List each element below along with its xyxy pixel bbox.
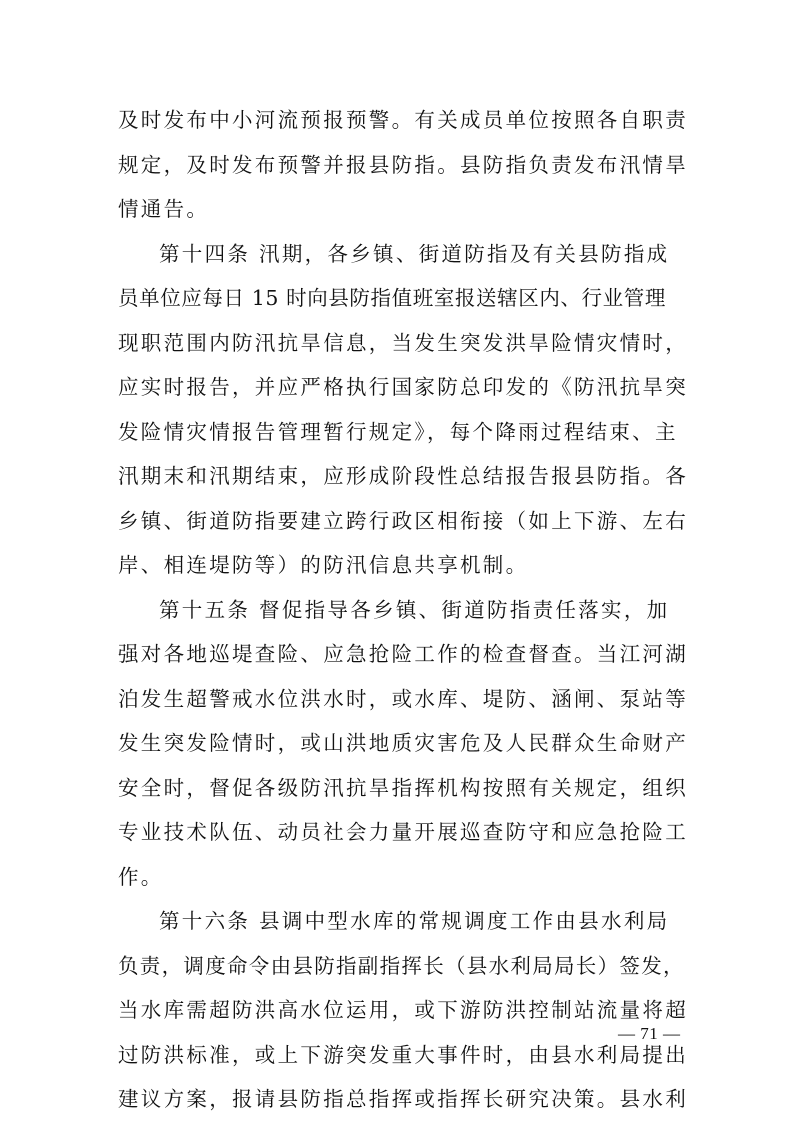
text-line: 应实时报告，并应严格执行国家防总印发的《防汛抗旱突 (118, 375, 688, 399)
text-line: 发险情灾情报告管理暂行规定》，每个降雨过程结束、主 (118, 419, 678, 444)
text-line: 规定，及时发布预警并报县防指。县防指负责发布汛情旱 (118, 152, 688, 177)
text-line: 岸、相连堤防等）的防汛信息共享机制。 (118, 553, 529, 577)
article-14-heading-line: 第十四条 汛期，各乡镇、街道防指及有关县防指成 (159, 241, 670, 266)
article-15-heading-line: 第十五条 督促指导各乡镇、街道防指责任落实，加 (159, 597, 670, 622)
text-line: 员单位应每日 15 时向县防指值班室报送辖区内、行业管理 (118, 286, 666, 310)
text-line: 及时发布中小河流预报预警。有关成员单位按照各自职责 (118, 108, 688, 132)
text-line: 情通告。 (118, 197, 210, 221)
text-line: 负责，调度命令由县防指副指挥长（县水利局局长）签发， (118, 953, 685, 978)
text-line: 安全时，督促各级防汛抗旱指挥机构按照有关规定，组织 (118, 775, 688, 800)
text-line: 专业技术队伍、动员社会力量开展巡查防守和应急抢险工 (118, 820, 688, 844)
text-line: 泊发生超警戒水位洪水时，或水库、堤防、涵闸、泵站等 (118, 686, 688, 711)
document-body (118, 98, 688, 1122)
text-line: 强对各地巡堤查险、应急抢险工作的检查督查。当江河湖 (118, 642, 688, 666)
text-line: 汛期末和汛期结束，应形成阶段性总结报告报县防指。各 (118, 464, 688, 488)
text-line: 乡镇、街道防指要建立跨行政区相衔接（如上下游、左右 (118, 508, 688, 533)
text-line: 过防洪标准，或上下游突发重大事件时，由县水利局提出 (118, 1042, 688, 1067)
text-line: 作。 (118, 864, 164, 889)
text-line: 当水库需超防洪高水位运用，或下游防洪控制站流量将超 (118, 998, 688, 1022)
article-16-heading-line: 第十六条 县调中型水库的常规调度工作由县水利局 (159, 909, 670, 933)
page-number: — 71 — (618, 1024, 681, 1043)
text-line: 现职范围内防汛抗旱信息，当发生突发洪旱险情灾情时， (118, 330, 688, 355)
text-line: 发生突发险情时，或山洪地质灾害危及人民群众生命财产 (118, 731, 688, 755)
text-line: 建议方案，报请县防指总指挥或指挥长研究决策。县水利 (118, 1087, 688, 1111)
